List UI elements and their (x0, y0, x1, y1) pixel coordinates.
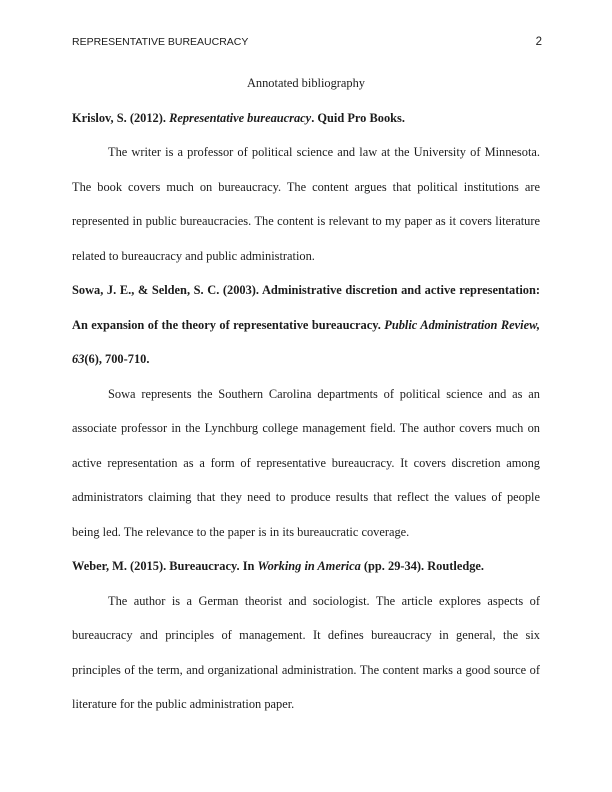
page-number: 2 (535, 36, 542, 48)
citation-journal-title: Public Administration Review, 63 (72, 317, 540, 366)
document-body (72, 66, 540, 722)
citation-weber (72, 549, 540, 584)
citation-book-title: Representative bureaucracy (169, 110, 312, 125)
running-head-text: REPRESENTATIVE BUREAUCRACY (72, 36, 249, 48)
citation-text: (pp. 29-34). Routledge. (360, 559, 485, 573)
citation-text: Sowa, J. E., & Selden, S. C. (2003). Administrative discretion and active representation: An expansion of the theory of representative bureaucracy. (72, 283, 540, 332)
citation-text: (6), 700-710. (84, 352, 150, 366)
annotation-sowa-selden: Sowa represents the Southern Carolina departments of political science and as an associate professor in the Lynchburg college management field. The author covers much on active representation as a form of representative bureaucracy. It covers discretion among administrators claiming that they need to produce results that reflect the values of people being led. The relevance to the paper is in its bureaucratic coverage. (72, 386, 540, 539)
annotation-weber: The author is a German theorist and sociologist. The article explores aspects of bureaucracy and principles of management. It defines bureaucracy in general, the six principles of the term, and organizational administration. The content marks a good source of literature for the public administration paper. (72, 593, 540, 711)
citation-krislov (72, 101, 540, 136)
running-header (72, 36, 542, 48)
citation-sowa-selden (72, 273, 540, 377)
citation-book-title: Working in America (257, 559, 361, 573)
citation-text: Weber, M. (2015). Bureaucracy. In (72, 559, 258, 573)
citation-text: Krislov, S. (2012). (72, 110, 170, 125)
document-title: Annotated bibliography (246, 76, 366, 90)
annotation-krislov: The writer is a professor of political science and law at the University of Minnesota. The book covers much on bureaucracy. The content argues that political institutions are represented in public bureaucracies. The content is relevant to my paper as it covers literature related to bureaucracy and public administration. (72, 145, 540, 263)
citation-text: . Quid Pro Books. (311, 110, 405, 125)
